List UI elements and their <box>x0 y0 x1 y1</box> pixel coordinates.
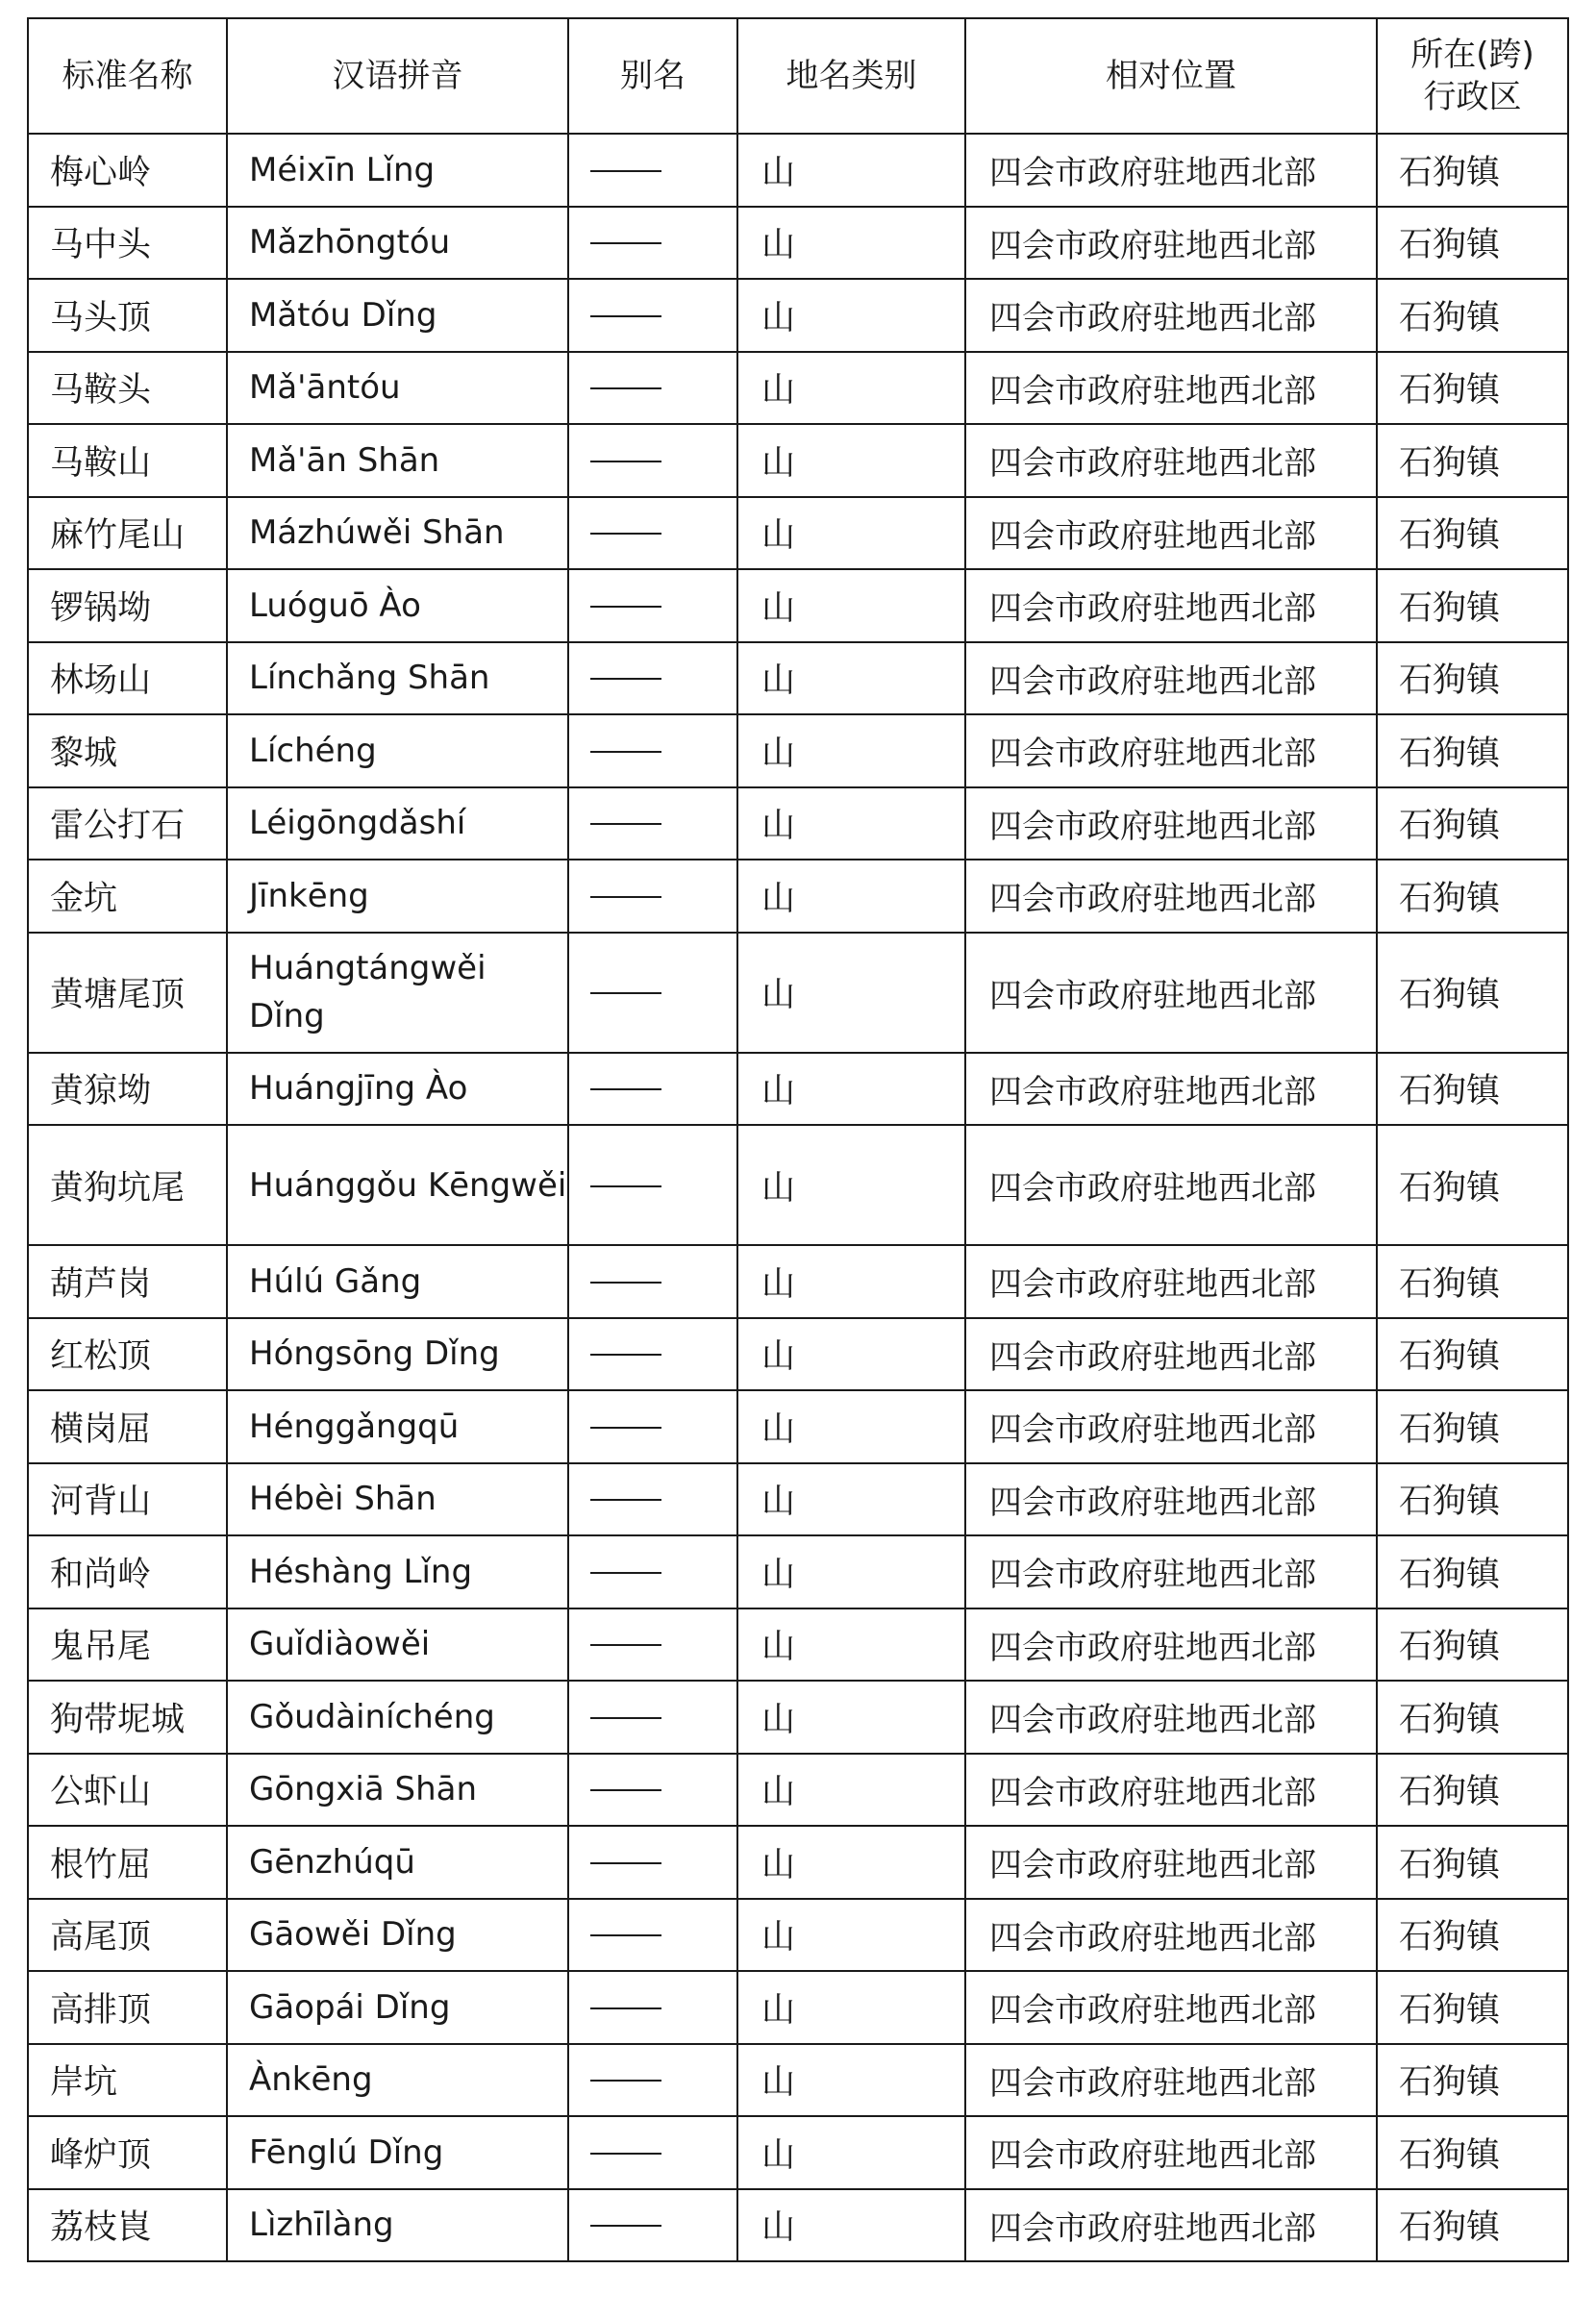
table-header-row <box>28 18 1568 134</box>
cell-category: 山 <box>737 2116 965 2189</box>
table-row <box>28 1681 1568 1754</box>
alias-dash <box>590 1499 661 1501</box>
cell-standard-name: 峰炉顶 <box>28 2116 227 2189</box>
cell-standard-name: 雷公打石 <box>28 787 227 860</box>
cell-district: 石狗镇 <box>1377 1754 1568 1827</box>
alias-dash <box>590 1354 661 1356</box>
header-relative-position: 相对位置 <box>965 18 1377 134</box>
cell-relative-position: 四会市政府驻地西北部 <box>965 207 1377 280</box>
cell-standard-name: 金坑 <box>28 860 227 933</box>
cell-category: 山 <box>737 352 965 425</box>
cell-standard-name: 高排顶 <box>28 1971 227 2044</box>
table-row <box>28 2044 1568 2117</box>
cell-relative-position: 四会市政府驻地西北部 <box>965 1318 1377 1391</box>
cell-standard-name: 高尾顶 <box>28 1899 227 1972</box>
table-row <box>28 352 1568 425</box>
cell-standard-name: 马鞍头 <box>28 352 227 425</box>
cell-pinyin: Guǐdiàowěi <box>227 1608 568 1682</box>
cell-pinyin: Húlú Gǎng <box>227 1245 568 1318</box>
cell-district: 石狗镇 <box>1377 642 1568 715</box>
alias-dash <box>590 823 661 825</box>
table-row <box>28 1245 1568 1318</box>
alias-dash <box>590 1717 661 1719</box>
cell-relative-position: 四会市政府驻地西北部 <box>965 1754 1377 1827</box>
table-row <box>28 2189 1568 2262</box>
table-row <box>28 1971 1568 2044</box>
cell-relative-position: 四会市政府驻地西北部 <box>965 642 1377 715</box>
cell-alias <box>568 1826 737 1899</box>
cell-relative-position: 四会市政府驻地西北部 <box>965 2044 1377 2117</box>
cell-relative-position: 四会市政府驻地西北部 <box>965 279 1377 352</box>
table-row <box>28 1053 1568 1126</box>
cell-pinyin: Fēnglú Dǐng <box>227 2116 568 2189</box>
cell-category: 山 <box>737 207 965 280</box>
cell-relative-position: 四会市政府驻地西北部 <box>965 1826 1377 1899</box>
cell-district: 石狗镇 <box>1377 1826 1568 1899</box>
alias-dash <box>590 461 661 462</box>
table-row <box>28 207 1568 280</box>
cell-district: 石狗镇 <box>1377 352 1568 425</box>
cell-standard-name: 荔枝崀 <box>28 2189 227 2262</box>
header-alias: 别名 <box>568 18 737 134</box>
cell-alias <box>568 1125 737 1245</box>
cell-category: 山 <box>737 1125 965 1245</box>
cell-standard-name: 梅心岭 <box>28 134 227 207</box>
cell-alias <box>568 1899 737 1972</box>
cell-alias <box>568 1390 737 1463</box>
table-row <box>28 1826 1568 1899</box>
cell-alias <box>568 860 737 933</box>
cell-relative-position: 四会市政府驻地西北部 <box>965 352 1377 425</box>
cell-district: 石狗镇 <box>1377 714 1568 787</box>
cell-district: 石狗镇 <box>1377 1318 1568 1391</box>
cell-pinyin: Huánggǒu Kēngwěi <box>227 1125 568 1245</box>
cell-district: 石狗镇 <box>1377 207 1568 280</box>
place-name-table <box>27 17 1569 2262</box>
cell-pinyin: Línchǎng Shān <box>227 642 568 715</box>
cell-district: 石狗镇 <box>1377 1390 1568 1463</box>
alias-dash <box>590 1088 661 1090</box>
cell-category: 山 <box>737 1608 965 1682</box>
cell-alias <box>568 134 737 207</box>
cell-pinyin: Lìzhīlàng <box>227 2189 568 2262</box>
table-row <box>28 860 1568 933</box>
table-row <box>28 1125 1568 1245</box>
cell-pinyin: Mázhúwěi Shān <box>227 497 568 570</box>
alias-dash <box>590 1934 661 1936</box>
cell-district: 石狗镇 <box>1377 860 1568 933</box>
cell-pinyin: Ànkēng <box>227 2044 568 2117</box>
table-row <box>28 279 1568 352</box>
cell-category: 山 <box>737 497 965 570</box>
cell-alias <box>568 207 737 280</box>
cell-alias <box>568 1463 737 1536</box>
alias-dash <box>590 1862 661 1864</box>
alias-dash <box>590 2153 661 2155</box>
alias-dash <box>590 242 661 244</box>
cell-alias <box>568 1608 737 1682</box>
cell-standard-name: 黄塘尾顶 <box>28 933 227 1053</box>
place-name-table-page <box>27 17 1567 2262</box>
cell-pinyin: Líchéng <box>227 714 568 787</box>
header-category: 地名类别 <box>737 18 965 134</box>
cell-pinyin: Gāopái Dǐng <box>227 1971 568 2044</box>
table-body <box>28 134 1568 2261</box>
cell-relative-position: 四会市政府驻地西北部 <box>965 2189 1377 2262</box>
cell-alias <box>568 1754 737 1827</box>
cell-standard-name: 马头顶 <box>28 279 227 352</box>
table-row <box>28 1899 1568 1972</box>
cell-standard-name: 岸坑 <box>28 2044 227 2117</box>
cell-alias <box>568 2189 737 2262</box>
cell-category: 山 <box>737 2044 965 2117</box>
header-pinyin: 汉语拼音 <box>227 18 568 134</box>
alias-dash <box>590 2225 661 2227</box>
cell-alias <box>568 714 737 787</box>
cell-alias <box>568 1245 737 1318</box>
cell-relative-position: 四会市政府驻地西北部 <box>965 1390 1377 1463</box>
cell-standard-name: 黄猄坳 <box>28 1053 227 1126</box>
alias-dash <box>590 1282 661 1284</box>
cell-relative-position: 四会市政府驻地西北部 <box>965 933 1377 1053</box>
cell-relative-position: 四会市政府驻地西北部 <box>965 424 1377 497</box>
cell-relative-position: 四会市政府驻地西北部 <box>965 1125 1377 1245</box>
cell-alias <box>568 1318 737 1391</box>
cell-standard-name: 锣锅坳 <box>28 569 227 642</box>
cell-standard-name: 黎城 <box>28 714 227 787</box>
cell-pinyin: Huángjīng Ào <box>227 1053 568 1126</box>
cell-relative-position: 四会市政府驻地西北部 <box>965 787 1377 860</box>
cell-district: 石狗镇 <box>1377 1971 1568 2044</box>
cell-category: 山 <box>737 1390 965 1463</box>
cell-relative-position: 四会市政府驻地西北部 <box>965 1608 1377 1682</box>
alias-dash <box>590 170 661 172</box>
cell-alias <box>568 279 737 352</box>
cell-district: 石狗镇 <box>1377 1899 1568 1972</box>
cell-category: 山 <box>737 279 965 352</box>
cell-relative-position: 四会市政府驻地西北部 <box>965 1245 1377 1318</box>
cell-category: 山 <box>737 1826 965 1899</box>
alias-dash <box>590 1427 661 1429</box>
table-row <box>28 2116 1568 2189</box>
cell-standard-name: 鬼吊尾 <box>28 1608 227 1682</box>
cell-pinyin: Mǎzhōngtóu <box>227 207 568 280</box>
cell-pinyin: Léigōngdǎshí <box>227 787 568 860</box>
header-district <box>1377 18 1568 134</box>
cell-relative-position: 四会市政府驻地西北部 <box>965 1535 1377 1608</box>
cell-alias <box>568 352 737 425</box>
header-district-line2: 行政区 <box>1423 78 1522 116</box>
alias-dash <box>590 533 661 535</box>
cell-pinyin: Mǎ'āntóu <box>227 352 568 425</box>
cell-district: 石狗镇 <box>1377 569 1568 642</box>
cell-district: 石狗镇 <box>1377 424 1568 497</box>
cell-relative-position: 四会市政府驻地西北部 <box>965 1053 1377 1126</box>
cell-relative-position: 四会市政府驻地西北部 <box>965 1971 1377 2044</box>
alias-dash <box>590 1644 661 1646</box>
cell-standard-name: 黄狗坑尾 <box>28 1125 227 1245</box>
alias-dash <box>590 2007 661 2009</box>
cell-pinyin: Gōngxiā Shān <box>227 1754 568 1827</box>
cell-category: 山 <box>737 1053 965 1126</box>
cell-standard-name: 马中头 <box>28 207 227 280</box>
cell-district: 石狗镇 <box>1377 2044 1568 2117</box>
cell-standard-name: 狗带坭城 <box>28 1681 227 1754</box>
cell-alias <box>568 424 737 497</box>
cell-district: 石狗镇 <box>1377 1053 1568 1126</box>
cell-relative-position: 四会市政府驻地西北部 <box>965 569 1377 642</box>
cell-district: 石狗镇 <box>1377 1681 1568 1754</box>
table-row <box>28 1608 1568 1682</box>
cell-category: 山 <box>737 860 965 933</box>
cell-standard-name: 麻竹尾山 <box>28 497 227 570</box>
cell-pinyin: Mǎ'ān Shān <box>227 424 568 497</box>
cell-category: 山 <box>737 1318 965 1391</box>
cell-standard-name: 红松顶 <box>28 1318 227 1391</box>
cell-alias <box>568 569 737 642</box>
cell-category: 山 <box>737 1245 965 1318</box>
cell-alias <box>568 2044 737 2117</box>
header-standard-name: 标准名称 <box>28 18 227 134</box>
cell-district: 石狗镇 <box>1377 1463 1568 1536</box>
cell-relative-position: 四会市政府驻地西北部 <box>965 1681 1377 1754</box>
cell-standard-name: 林场山 <box>28 642 227 715</box>
table-row <box>28 1390 1568 1463</box>
cell-relative-position: 四会市政府驻地西北部 <box>965 860 1377 933</box>
cell-pinyin: Hébèi Shān <box>227 1463 568 1536</box>
table-row <box>28 569 1568 642</box>
cell-category: 山 <box>737 1899 965 1972</box>
alias-dash <box>590 896 661 898</box>
cell-pinyin: Hóngsōng Dǐng <box>227 1318 568 1391</box>
table-row <box>28 933 1568 1053</box>
cell-standard-name: 葫芦岗 <box>28 1245 227 1318</box>
cell-district: 石狗镇 <box>1377 1125 1568 1245</box>
alias-dash <box>590 1572 661 1574</box>
table-row <box>28 1754 1568 1827</box>
cell-alias <box>568 1535 737 1608</box>
alias-dash <box>590 606 661 608</box>
cell-relative-position: 四会市政府驻地西北部 <box>965 134 1377 207</box>
table-row <box>28 134 1568 207</box>
cell-pinyin: Hénggǎngqū <box>227 1390 568 1463</box>
cell-district: 石狗镇 <box>1377 787 1568 860</box>
cell-relative-position: 四会市政府驻地西北部 <box>965 497 1377 570</box>
cell-category: 山 <box>737 134 965 207</box>
cell-pinyin: Gāowěi Dǐng <box>227 1899 568 1972</box>
cell-district: 石狗镇 <box>1377 1245 1568 1318</box>
alias-dash <box>590 751 661 753</box>
cell-district: 石狗镇 <box>1377 933 1568 1053</box>
cell-district: 石狗镇 <box>1377 1535 1568 1608</box>
cell-standard-name: 马鞍山 <box>28 424 227 497</box>
table-row <box>28 1318 1568 1391</box>
cell-category: 山 <box>737 933 965 1053</box>
cell-pinyin: Gēnzhúqū <box>227 1826 568 1899</box>
alias-dash <box>590 1789 661 1791</box>
cell-alias <box>568 1971 737 2044</box>
cell-district: 石狗镇 <box>1377 497 1568 570</box>
cell-relative-position: 四会市政府驻地西北部 <box>965 714 1377 787</box>
cell-pinyin: Héshàng Lǐng <box>227 1535 568 1608</box>
cell-pinyin: Jīnkēng <box>227 860 568 933</box>
cell-alias <box>568 497 737 570</box>
cell-category: 山 <box>737 714 965 787</box>
cell-category: 山 <box>737 642 965 715</box>
header-district-line1: 所在(跨) <box>1410 36 1534 74</box>
cell-category: 山 <box>737 1971 965 2044</box>
cell-category: 山 <box>737 1681 965 1754</box>
cell-relative-position: 四会市政府驻地西北部 <box>965 1463 1377 1536</box>
alias-dash <box>590 1185 661 1187</box>
cell-category: 山 <box>737 424 965 497</box>
cell-standard-name: 河背山 <box>28 1463 227 1536</box>
cell-relative-position: 四会市政府驻地西北部 <box>965 1899 1377 1972</box>
cell-category: 山 <box>737 2189 965 2262</box>
table-row <box>28 1535 1568 1608</box>
table-row <box>28 642 1568 715</box>
cell-category: 山 <box>737 787 965 860</box>
cell-alias <box>568 2116 737 2189</box>
alias-dash <box>590 2080 661 2082</box>
cell-district: 石狗镇 <box>1377 2189 1568 2262</box>
cell-district: 石狗镇 <box>1377 1608 1568 1682</box>
cell-pinyin: Luóguō Ào <box>227 569 568 642</box>
cell-category: 山 <box>737 1463 965 1536</box>
cell-pinyin: Gǒudàiníchéng <box>227 1681 568 1754</box>
cell-district: 石狗镇 <box>1377 134 1568 207</box>
alias-dash <box>590 315 661 317</box>
cell-alias <box>568 787 737 860</box>
cell-district: 石狗镇 <box>1377 279 1568 352</box>
cell-category: 山 <box>737 569 965 642</box>
table-row <box>28 424 1568 497</box>
table-row <box>28 1463 1568 1536</box>
cell-pinyin: Huángtángwěi Dǐng <box>227 933 568 1053</box>
table-row <box>28 497 1568 570</box>
alias-dash <box>590 387 661 389</box>
cell-standard-name: 横岗屈 <box>28 1390 227 1463</box>
cell-standard-name: 公虾山 <box>28 1754 227 1827</box>
cell-alias <box>568 933 737 1053</box>
cell-alias <box>568 1053 737 1126</box>
cell-alias <box>568 1681 737 1754</box>
cell-category: 山 <box>737 1754 965 1827</box>
cell-pinyin: Mǎtóu Dǐng <box>227 279 568 352</box>
cell-standard-name: 和尚岭 <box>28 1535 227 1608</box>
cell-pinyin: Méixīn Lǐng <box>227 134 568 207</box>
table-row <box>28 714 1568 787</box>
table-row <box>28 787 1568 860</box>
cell-relative-position: 四会市政府驻地西北部 <box>965 2116 1377 2189</box>
cell-alias <box>568 642 737 715</box>
alias-dash <box>590 678 661 680</box>
cell-district: 石狗镇 <box>1377 2116 1568 2189</box>
cell-category: 山 <box>737 1535 965 1608</box>
alias-dash <box>590 992 661 994</box>
cell-standard-name: 根竹屈 <box>28 1826 227 1899</box>
